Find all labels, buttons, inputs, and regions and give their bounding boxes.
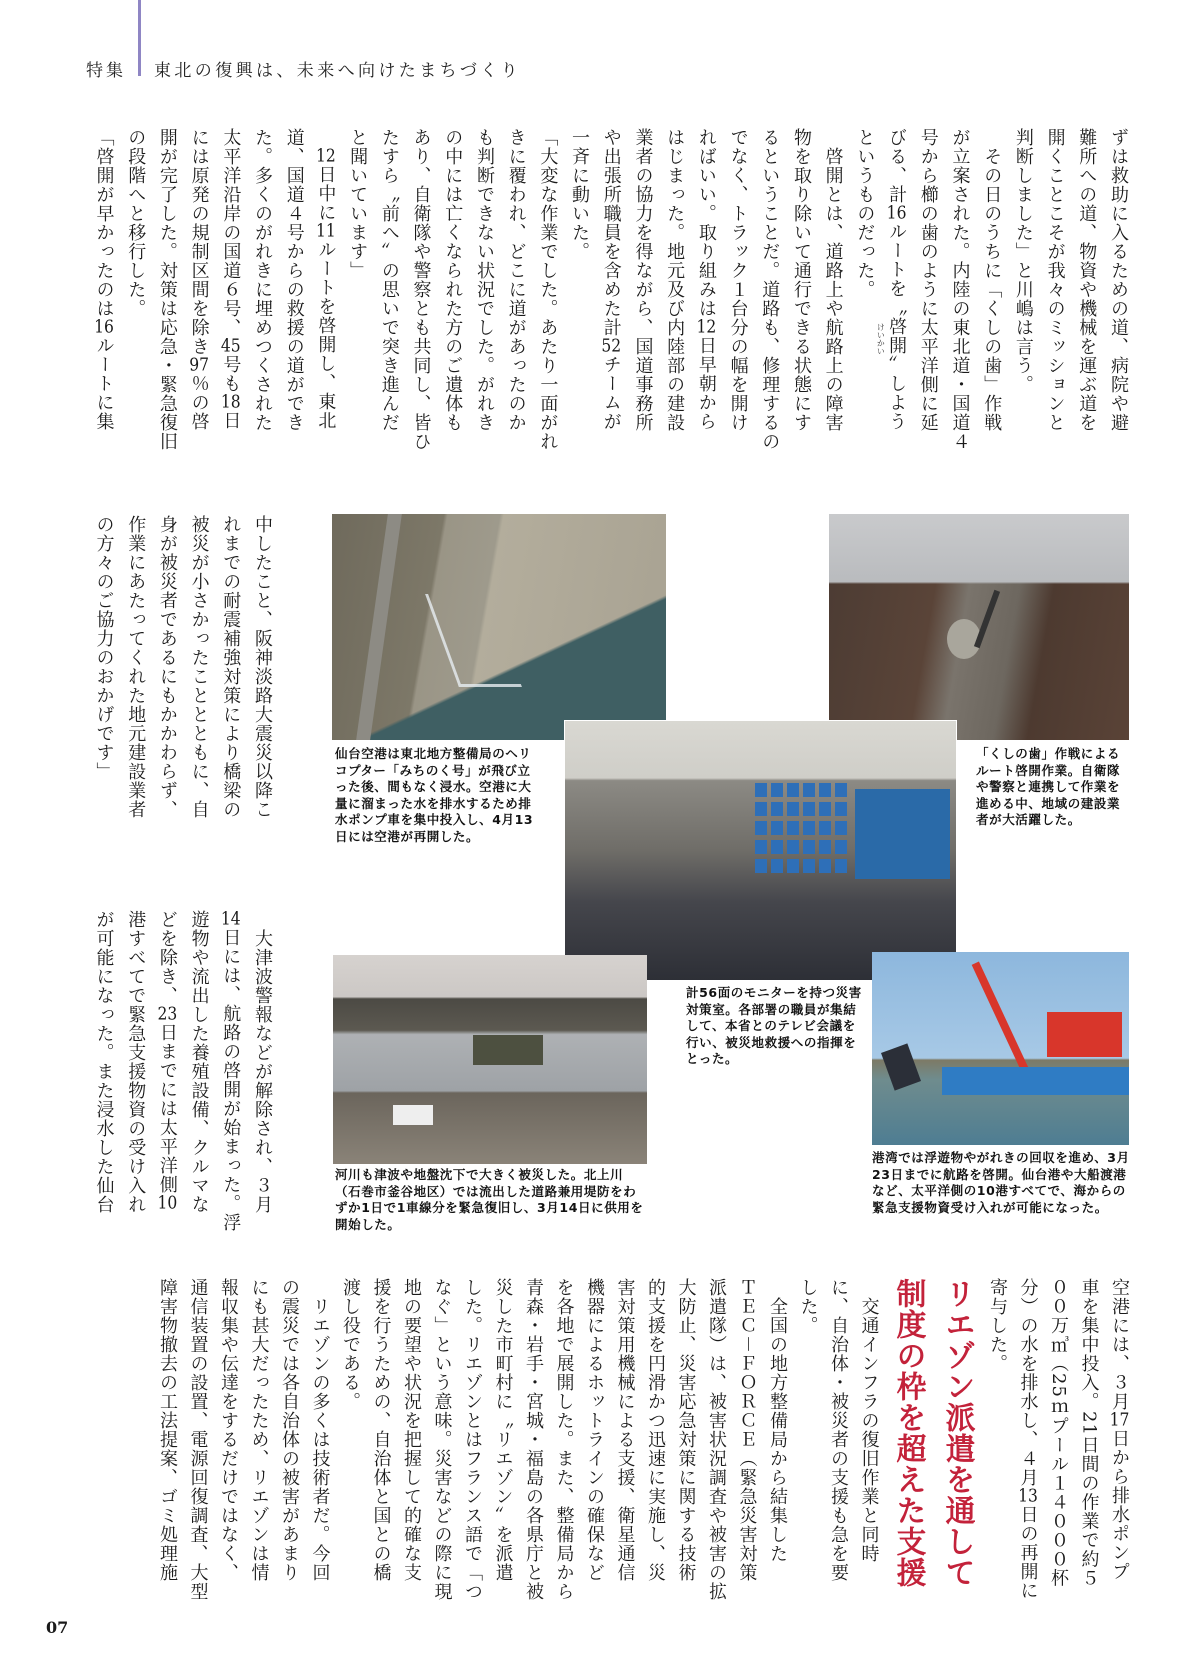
text-column: るということだ。道路も、修理するの [759, 128, 781, 451]
text-column: ＴＥＣ－ＦＯＲＣＥ（緊急災害対策 [736, 1278, 758, 1582]
text-column: と聞いています」 [347, 128, 369, 280]
text-column: なぐ」という意味。災害などの際に現 [431, 1278, 453, 1601]
text-column: 港すべてで緊急支援物資の受け入れ [125, 910, 147, 1214]
text-column: 災した市町村に〝リエゾン〟を派遣 [492, 1278, 514, 1582]
text-column: 啓開とは、道路上や航路上の障害 [822, 128, 844, 432]
text-column: 大津波警報などが解除され、３月 [252, 910, 273, 1214]
monitor-screen [755, 821, 767, 835]
monitor-screen [755, 783, 767, 797]
article-body-top [88, 128, 1134, 473]
monitor-screen [787, 821, 799, 835]
page-number: 07 [46, 1618, 69, 1637]
monitor-screen [803, 821, 815, 835]
photo-kitakami-river-levee [333, 955, 647, 1164]
section-heading: 制度の枠を超えた支援 [890, 1278, 926, 1588]
monitor-screen [835, 859, 847, 873]
text-column: 遊物や流出した養殖設備、クルマな [188, 910, 210, 1214]
text-column: 空港には、３月17日から排水ポンプ [1109, 1278, 1130, 1581]
text-column: 作業にあたってくれた地元建設業者 [125, 515, 147, 819]
text-column: の中には亡くなられた方のご遺体も [442, 128, 464, 432]
monitor-screen [835, 802, 847, 816]
text-column: きに覆われ、どこに道があったのか [505, 128, 527, 432]
text-column: 「啓開が早かったのは16ルートに集 [93, 128, 115, 431]
text-column: 開が完了した。対策は応急・緊急復旧 [156, 128, 178, 451]
header-accent-line [138, 0, 141, 76]
monitor-screen [755, 840, 767, 854]
article-body-lower [86, 910, 278, 1250]
text-column: も判断できない状況でした。がれき [473, 128, 495, 432]
monitor-screen [771, 821, 783, 835]
monitor-screen [787, 840, 799, 854]
text-column: れまでの耐震補強対策により橋梁の [220, 515, 242, 819]
text-column: どを除き、23日までには太平洋側10 [156, 910, 178, 1212]
text-column: その日のうちに「くしの歯」作戦 [981, 128, 1003, 432]
text-column: 判断しました」と川嶋は言う。 [1012, 128, 1034, 394]
main-video-screen [855, 789, 950, 879]
text-column: 14日には、航路の啓開が始まった。浮 [220, 910, 242, 1232]
monitor-screen [787, 783, 799, 797]
text-column: 障害物撤去の工法提案、ゴミ処理施 [157, 1278, 178, 1582]
article-body-bottom [152, 1278, 1135, 1628]
text-column: でなく、トラック１台分の幅を開け [727, 128, 749, 432]
monitor-screen [787, 802, 799, 816]
text-column: の段階へと移行した。 [125, 128, 147, 318]
caption-harbor: 港湾では浮遊物やがれきの回収を進め、3月23日までに航路を啓開。仙台港や大船渡港など、太平洋側の10港すべてで、海からの緊急支援物資受け入れが可能になった。 [872, 1150, 1130, 1215]
text-column: した。リエゾンとはフランス語で「つ [462, 1278, 483, 1601]
text-column: 分）の水を排水し、４月13日の再開に [1017, 1278, 1039, 1600]
monitor-screen [755, 859, 767, 873]
section-heading: リエゾン派遣を通して [939, 1278, 975, 1588]
article-body-middle [86, 515, 278, 855]
text-column: 機器によるホットラインの確保など [584, 1278, 605, 1582]
text-column: あり、自衛隊や警察とも共同し、皆ひ [410, 128, 432, 451]
text-column: 物を取り除いて通行できる状態にす [790, 128, 812, 432]
photo-disaster-control-room [564, 720, 957, 981]
monitor-screen [819, 802, 831, 816]
text-column: 車を集中投入。21日間の作業で約５ [1078, 1278, 1100, 1588]
text-column: に、自治体・被災者の支援も急を要 [828, 1278, 849, 1582]
monitor-screen [835, 821, 847, 835]
caption-kushinoha: 「くしの歯」作戦によるルート啓開作業。自衛隊や警察と連携して作業を進める中、地域の建設業者が大活躍した。 [976, 746, 1121, 827]
text-column: 太平洋沿岸の国道６号、45号も18日 [220, 128, 242, 430]
monitor-screen [771, 802, 783, 816]
caption-river: 河川も津波や地盤沈下で大きく被災した。北上川（石巻市釜谷地区）では流出した道路兼用堤防をわずか1日で1車線分を緊急復旧し、3月14日に供用を開始した。 [335, 1167, 644, 1232]
monitor-screen [771, 859, 783, 873]
text-column: 業者の協力を得ながら、国道事務所 [632, 128, 654, 432]
text-column: ００万㎥（25ｍプール１４０００杯 [1048, 1278, 1069, 1588]
section-label: 特集 [86, 61, 126, 81]
monitor-screen [787, 859, 799, 873]
text-column: ずは救助に入るための道、病院や避 [1108, 128, 1129, 432]
text-column: 的支援を円滑かつ迅速に実施し、災 [645, 1278, 666, 1582]
text-column: 通信装置の設置、電源回復調査、大型 [187, 1278, 209, 1601]
section-title: 東北の復興は、未来へ向けたまちづくり [154, 61, 522, 81]
text-column: や出張所職員を含めた計52チームが [600, 128, 622, 431]
text-column: ればいい。取り組みは12日早朝から [695, 128, 717, 431]
text-column: 交通インフラの復旧作業と同時 [858, 1278, 880, 1563]
caption-airport: 仙台空港は東北地方整備局のヘリコプター「みちのく号」が飛び立った後、間もなく浸水。空港に大量に溜まった水を排水するため排水ポンプ車を集中投入し、4月13日には空港が再開した。 [335, 746, 534, 844]
text-column: 号から櫛の歯のように太平洋側に延 [917, 128, 939, 432]
monitor-screen [819, 840, 831, 854]
text-column: 援を行うための、自治体と国との橋 [370, 1278, 392, 1582]
monitor-screen [819, 821, 831, 835]
ruby-reading: けいかい [876, 323, 886, 355]
monitor-screen [803, 859, 815, 873]
text-column: 道、国道４号からの救援の道ができ [283, 128, 305, 432]
photo-debris-route-clearing [829, 514, 1129, 740]
monitor-screen [803, 802, 815, 816]
text-column: 開くことこそが我々のミッションと [1044, 128, 1066, 432]
text-column: 派遣隊）は、被害状況調査や被害の拡 [706, 1278, 727, 1601]
text-column: には原発の規制区間を除き97％の啓 [188, 128, 210, 431]
text-column: 寄与した。 [987, 1278, 1008, 1373]
monitor-screen [803, 783, 815, 797]
monitor-screen [771, 840, 783, 854]
text-column: を各地で展開した。また、整備局から [553, 1278, 575, 1601]
text-column: 青森・岩手・宮城・福島の各県庁と被 [523, 1278, 544, 1601]
text-column: した。 [797, 1278, 819, 1335]
monitor-screen [771, 783, 783, 797]
caption-control-room: 計56面のモニターを持つ災害対策室。各部署の職員が集結して、本省とのテレビ会議を行い、被災地救援への指揮をとった。 [686, 985, 862, 1066]
photo-harbor-debris-removal [872, 952, 1129, 1145]
monitor-screen [803, 840, 815, 854]
text-column: たすら〝前へ〟の思いで突き進んだ [378, 128, 400, 432]
photo-sendai-airport-aerial [332, 514, 666, 740]
text-column: の震災では各自治体の被害があまり [279, 1278, 300, 1582]
monitor-screen [755, 802, 767, 816]
text-column: 難所への道、物資や機械を運ぶ道を [1076, 128, 1098, 432]
text-column: た。多くのがれきに埋めつくされた [252, 128, 274, 432]
text-column: 地の要望や状況を把握して的確な支 [401, 1278, 422, 1582]
text-column: リエゾンの多くは技術者だ。今回 [309, 1278, 331, 1582]
text-column: の方々のご協力のおかげです」 [93, 515, 115, 781]
text-column: にも甚大だったため、リエゾンは情 [248, 1278, 270, 1582]
monitor-screen [819, 859, 831, 873]
text-column: 全国の地方整備局から結集した [767, 1278, 788, 1563]
text-column: 一斉に動いた。 [569, 128, 591, 261]
text-column: 中したこと、阪神淡路大震災以降こ [252, 515, 273, 819]
text-column: 身が被災者であるにもかかわらず、 [156, 515, 178, 819]
text-column: はじまった。地元及び内陸部の建設 [664, 128, 686, 432]
text-column: 「大変な作業でした。あたり一面がれ [537, 128, 559, 451]
monitor-screen [835, 783, 847, 797]
text-column: 大防止、災害応急対策に関する技術 [675, 1278, 697, 1582]
text-column: 報収集や伝達をするだけではなく、 [218, 1278, 239, 1582]
text-column: が立案された。内陸の東北道・国道４ [949, 128, 971, 451]
text-column: が可能になった。また浸水した仙台 [93, 910, 115, 1214]
text-column: びる、計16ルートを〝啓開〟しよう [886, 128, 908, 431]
text-column: 被災が小さかったこととともに、自 [188, 515, 210, 819]
text-column: 12日中に11ルートを啓開し、東北 [315, 147, 337, 430]
text-column: 渡し役である。 [340, 1278, 361, 1411]
text-column: 害対策用機械による支援、衛星通信 [614, 1278, 636, 1582]
monitor-screen [835, 840, 847, 854]
text-column: というものだった。 [854, 128, 876, 299]
monitor-screen [819, 783, 831, 797]
